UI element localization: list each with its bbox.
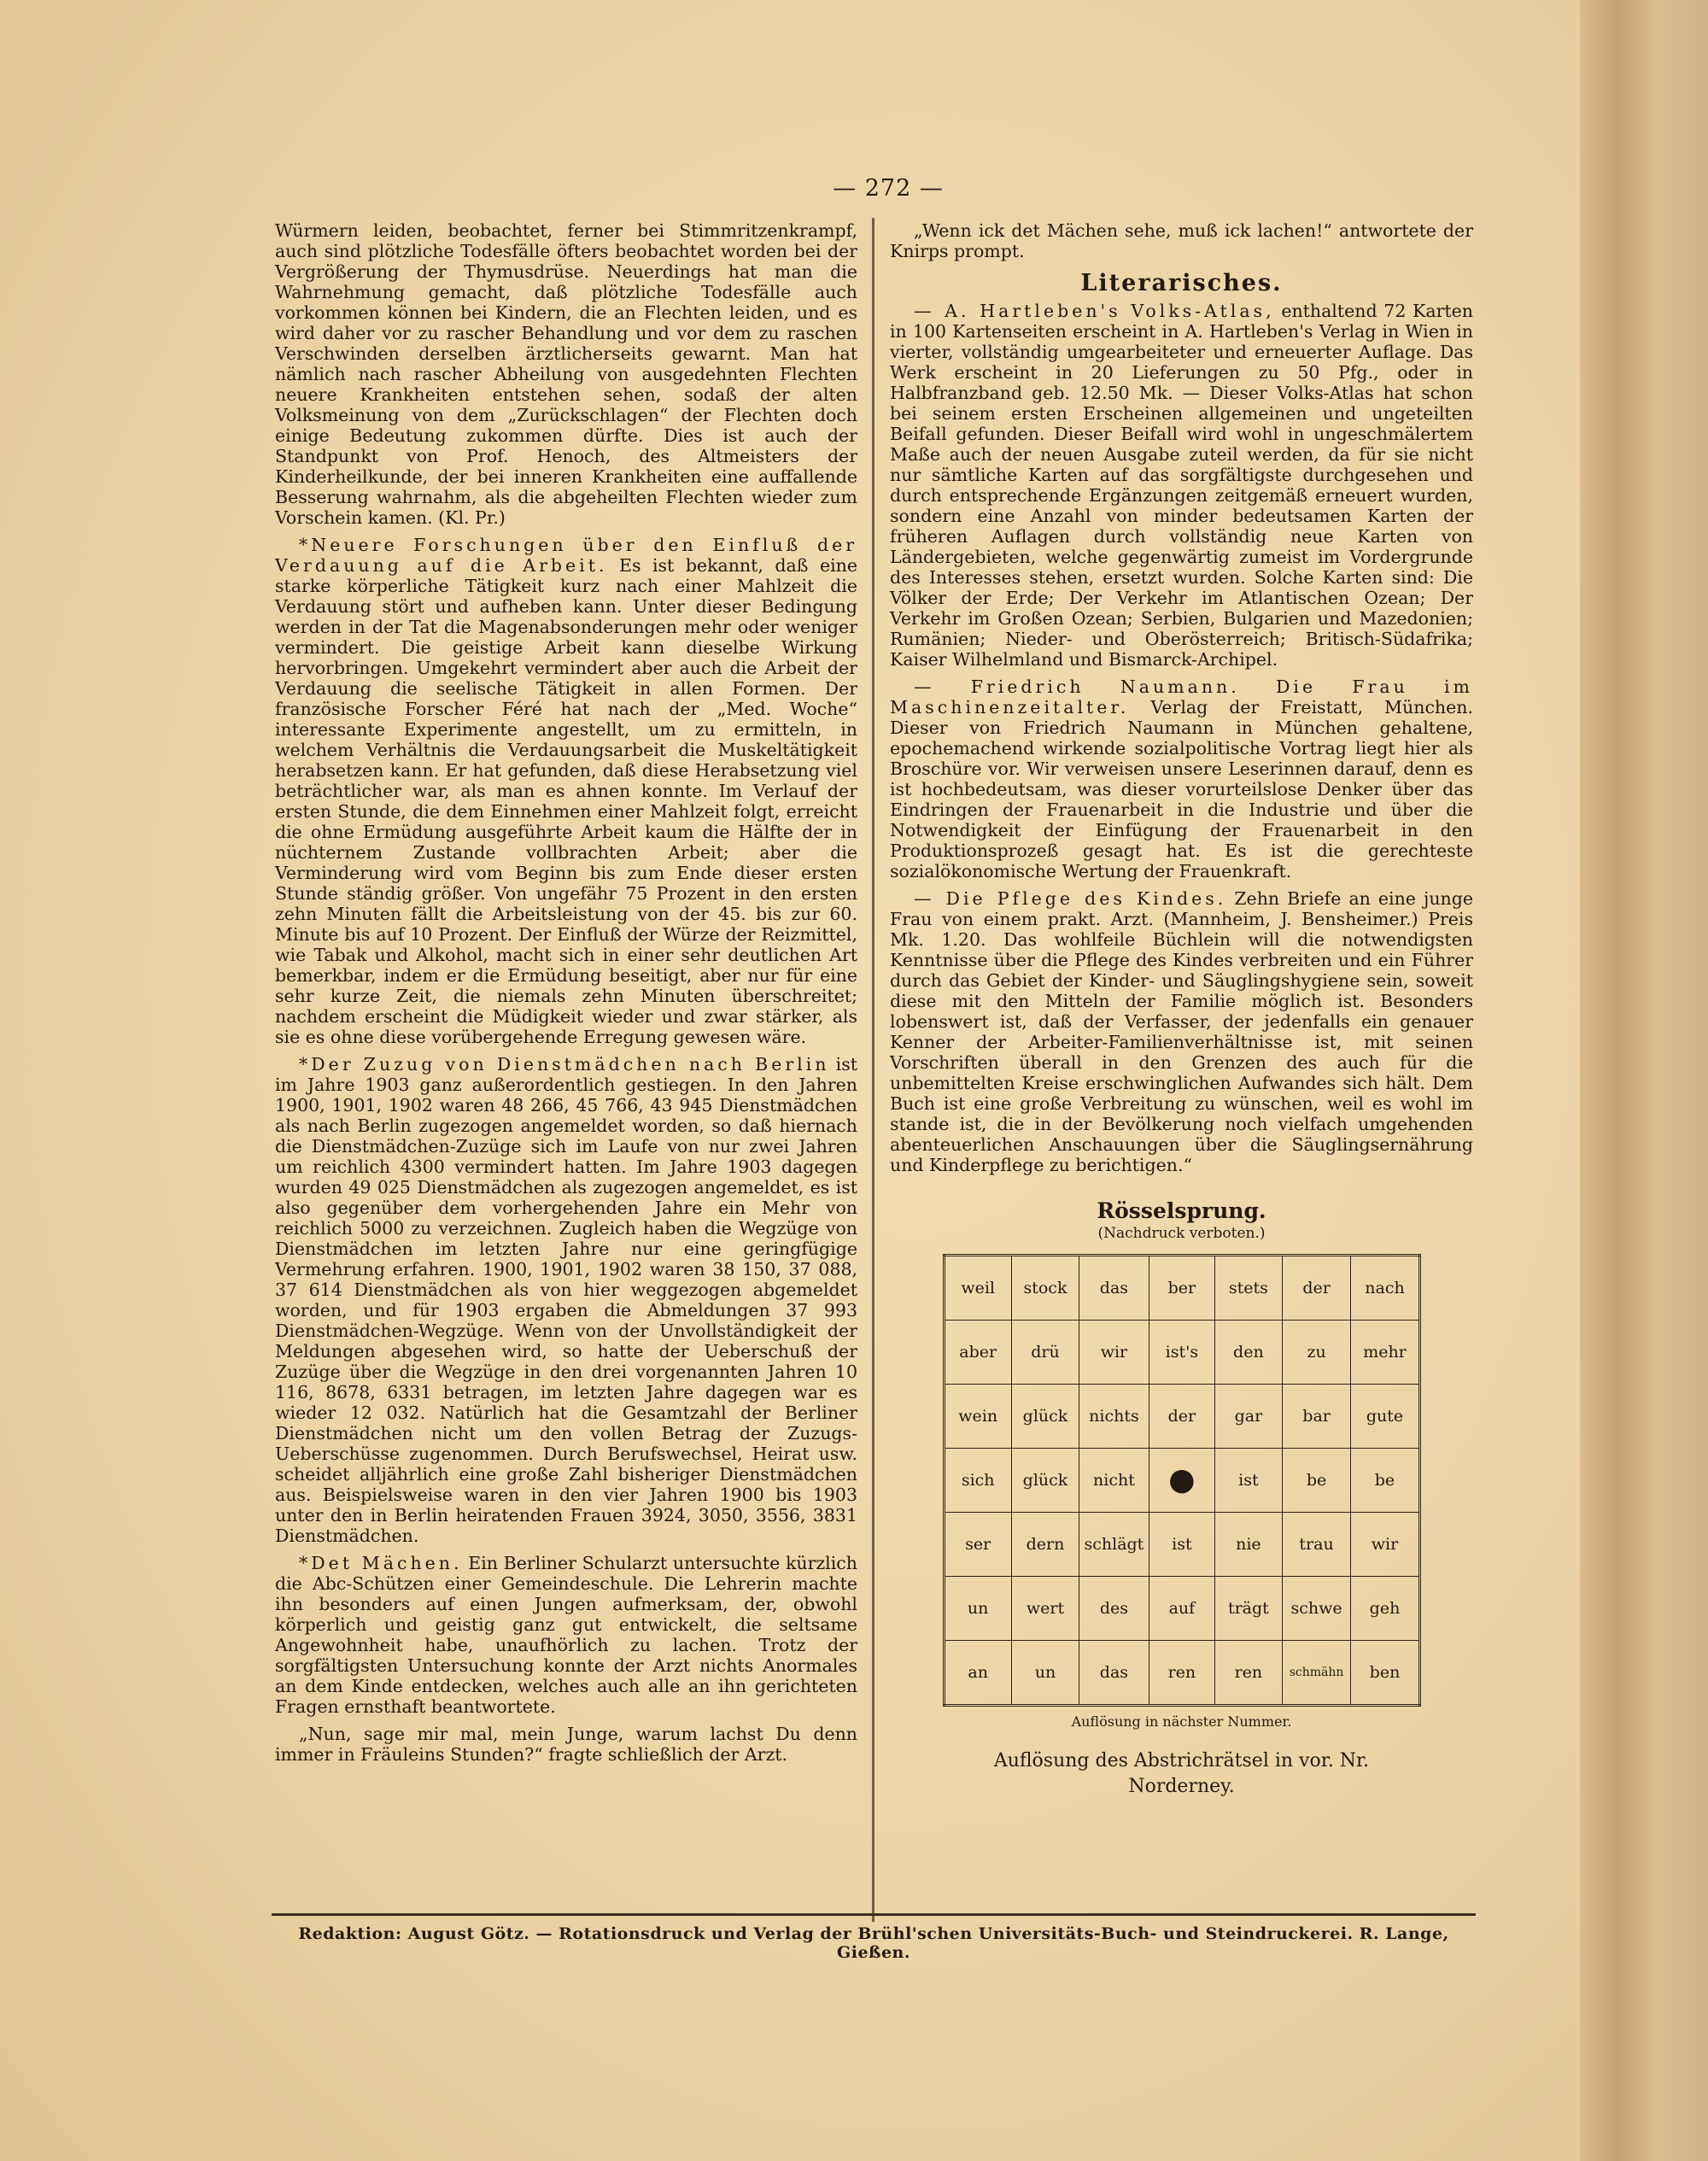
review-atlas-title: — A. Hartleben's Volks-Atlas, xyxy=(914,301,1275,321)
page-number: — 272 — xyxy=(833,175,944,202)
puzzle-cell: zu xyxy=(1282,1321,1351,1385)
puzzle-cell: wir xyxy=(1079,1321,1149,1385)
puzzle-cell: drü xyxy=(1011,1321,1079,1385)
puzzle-cell: schlägt xyxy=(1079,1513,1149,1577)
puzzle-cell: der xyxy=(1282,1256,1351,1321)
puzzle-cell: wert xyxy=(1011,1577,1079,1641)
review-pflege xyxy=(890,888,1473,1175)
puzzle-cell: schwe xyxy=(1282,1577,1351,1641)
puzzle-cell: gute xyxy=(1351,1385,1419,1449)
right-column xyxy=(890,220,1473,1797)
puzzle-cell: glück xyxy=(1011,1385,1079,1449)
puzzle-cell: sich xyxy=(944,1449,1011,1513)
paragraph-question: „Nun, sage mir mal, mein Junge, warum lachst Du denn immer in Fräuleins Stunden?“ fragte schließlich der Arzt. xyxy=(275,1724,857,1765)
puzzle-cell: ist xyxy=(1149,1513,1214,1577)
puzzle-row xyxy=(944,1256,1419,1321)
puzzle-cell: nicht xyxy=(1079,1449,1149,1513)
puzzle-row xyxy=(944,1321,1419,1385)
puzzle-cell: un xyxy=(1011,1641,1079,1706)
puzzle-cell: ren xyxy=(1149,1641,1214,1706)
puzzle-cell: stets xyxy=(1215,1256,1283,1321)
puzzle-cell: mehr xyxy=(1351,1321,1419,1385)
puzzle-title: Rösselsprung. xyxy=(1097,1198,1266,1223)
puzzle-row xyxy=(944,1641,1419,1706)
article-maids-body: ist im Jahre 1903 ganz außerordentlich gestiegen. In den Jahren 1900, 1901, 1902 waren 48 266, 45 766, 43 945 Dienstmädchen als nach Berlin zugezogen angemeldet worden, so daß hiernach die Dienstmädchen-Zuzüge sich im Laufe von nur zwei Jahren um reichlich 4300 vermindert hatten. Im Jahre 1903 dagegen wurden 49 025 Dienstmädchen als zugezogen angemeldet, es ist also gegenüber dem vorhergehenden Jahre ein Mehr von reichlich 5000 zu verzeichnen. Zugleich haben die Wegzüge von Dienstmädchen im letzten Jahre nur eine geringfügige Vermehrung erfahren. 1900, 1901, 1902 waren 38 150, 37 088, 37 614 Dienstmädchen als von hier weggezogen abgemeldet worden, und für 1903 ergaben die Abmeldungen 37 993 Dienstmädchen-Wegzüge. Wenn von der Unvollständigkeit der Meldungen abgesehen wird, so hatte der Ueberschuß der Zuzüge über die Wegzüge in den drei vorgenannten Jahren 10 116, 8678, 6331 betragen, im letzten Jahre dagegen war es wieder 12 032. Natürlich hat die Gesamtzahl der Berliner Dienstmädchen nicht um den vollen Betrag der Zuzugs-Ueberschüsse zugenommen. Durch Berufswechsel, Heirat usw. scheidet alljährlich eine große Zahl bisheriger Dienstmädchen aus. Beispielsweise waren in den vier Jahren 1900 bis 1903 unter den in Berlin heiratenden Frauen 3924, 3050, 3556, 3831 Dienstmädchen. xyxy=(275,1054,857,1546)
column-divider xyxy=(872,218,874,1922)
imprint: Redaktion: August Götz. — Rotationsdruck und Verlag der Brühl'schen Universitäts-Buch- und Steindruckerei. R. Lange, Gießen. xyxy=(298,1924,1449,1962)
section-title-literarisches: Literarisches. xyxy=(1080,270,1283,296)
article-digestion-body: Es ist bekannt, daß eine starke körperliche Tätigkeit kurz nach einer Mahlzeit die Verdauung stört und aufheben kann. Unter dieser Bedingung werden in der Tat die Magenabsonderungen mehr oder weniger vermindert. Die geistige Arbeit kann dieselbe Wirkung hervorbringen. Umgekehrt vermindert aber auch die Arbeit der Verdauung die seelische Tätigkeit in allen Formen. Der französische Forscher Féré hat nach der „Med. Woche“ interessante Experimente angestellt, um zu ermitteln, in welchem Verhältnis die Verdauungsarbeit die Muskeltätigkeit herabsetzen kann. Er hat gefunden, daß diese Herabsetzung viel beträchtlicher war, als man es ahnen konnte. Im Verlauf der ersten Stunde, die dem Einnehmen einer Mahlzeit folgt, erreicht die ohne Ermüdung ausgeführte Arbeit kaum die Hälfte der in nüchternem Zustande vollbrachten Arbeit; aber die Verminderung wird vom Beginn bis zum Ende dieser ersten Stunde ständig größer. Von ungefähr 75 Prozent in den ersten zehn Minuten fällt die Arbeitsleistung von der 45. bis zur 60. Minute bis auf 10 Prozent. Der Einfluß der Würze der Reizmittel, wie Tabak und Alkohol, macht sich in einer sehr deutlichen Art bemerkbar, indem er die Ermüdung beseitigt, aber nur für eine sehr kurze Zeit, die niemals zehn Minuten überschreitet; nachdem erscheint die Müdigkeit wieder und zwar stärker, als sie es ohne diese vorübergehende Erregung gewesen wäre. xyxy=(275,555,857,1047)
puzzle-cell: aber xyxy=(944,1321,1011,1385)
article-maids-title: *Der Zuzug von Dienstmädchen nach Berlin xyxy=(299,1054,830,1075)
puzzle-center-dot: ● xyxy=(1149,1449,1214,1513)
puzzle-cell: nie xyxy=(1215,1513,1283,1577)
puzzle-cell: nichts xyxy=(1079,1385,1149,1449)
puzzle-cell: ben xyxy=(1351,1641,1419,1706)
puzzle-cell: be xyxy=(1282,1449,1351,1513)
review-naumann-title: — Friedrich Naumann. Die Frau im Maschinenzeitalter. xyxy=(890,676,1473,717)
puzzle-cell: be xyxy=(1351,1449,1419,1513)
solution-title: Auflösung des Abstrichrätsel in vor. Nr. xyxy=(993,1750,1370,1772)
puzzle-cell: ser xyxy=(944,1513,1011,1577)
review-pflege-title: — Die Pflege des Kindes. xyxy=(914,888,1227,909)
puzzle-cell: glück xyxy=(1011,1449,1079,1513)
article-digestion-title: *Neuere Forschungen über den Einfluß der Verdauung auf die Arbeit. xyxy=(275,535,857,576)
puzzle-cell: bar xyxy=(1282,1385,1351,1449)
puzzle-cell: nach xyxy=(1351,1256,1419,1321)
puzzle-cell: auf xyxy=(1149,1577,1214,1641)
puzzle-cell: ber xyxy=(1149,1256,1214,1321)
puzzle-cell: dern xyxy=(1011,1513,1079,1577)
knight-move-puzzle xyxy=(943,1254,1421,1707)
puzzle-cell: das xyxy=(1079,1641,1149,1706)
puzzle-cell: geh xyxy=(1351,1577,1419,1641)
next-page-gutter xyxy=(1580,0,1708,2161)
puzzle-cell: ist xyxy=(1215,1449,1283,1513)
puzzle-cell: un xyxy=(944,1577,1011,1641)
puzzle-subtitle: (Nachdruck verboten.) xyxy=(1097,1225,1266,1242)
puzzle-cell: wein xyxy=(944,1385,1011,1449)
review-atlas xyxy=(890,301,1473,670)
puzzle-cell: schmähn xyxy=(1282,1641,1351,1706)
article-maids xyxy=(275,1054,857,1546)
paragraph-answer: „Wenn ick det Mächen sehe, muß ick lachen!“ antwortete der Knirps prompt. xyxy=(890,220,1473,261)
article-maedchen-title: *Det Mächen. xyxy=(299,1553,463,1573)
puzzle-cell: trau xyxy=(1282,1513,1351,1577)
puzzle-cell: das xyxy=(1079,1256,1149,1321)
puzzle-cell: trägt xyxy=(1215,1577,1283,1641)
puzzle-row xyxy=(944,1577,1419,1641)
puzzle-row xyxy=(944,1449,1419,1513)
puzzle-cell: ist's xyxy=(1149,1321,1214,1385)
paragraph-thymus: Würmern leiden, beobachtet, ferner bei Stimmritzenkrampf, auch sind plötzliche Todesfälle öfters beobachtet worden bei der Vergrößerung der Thymusdrüse. Neuerdings hat man die Wahrnehmung gemacht, daß plötzliche Todesfälle auch vorkommen können bei Kindern, die an Flechten leiden, und es wird daher vor zu rascher Behandlung und vor dem zu raschen Verschwinden derselben ärztlicherseits gewarnt. Man hat nämlich nach rascher Abheilung von ausgedehnten Flechten neuere Krankheiten entstehen sehen, sodaß der alten Volksmeinung von dem „Zurückschlagen“ der Flechten doch einige Bedeutung zukommen dürfte. Dies ist auch der Standpunkt von Prof. Henoch, des Altmeisters der Kinderheilkunde, der bei inneren Krankheiten eine auffallende Besserung wahrnahm, als die abgeheilten Flechten wieder zum Vorschein kamen. (Kl. Pr.) xyxy=(275,220,857,528)
review-naumann-body: Verlag der Freistatt, München. Dieser von Friedrich Naumann in München gehaltene, epochemachend wirkende sozialpolitische Vortrag liegt hier als Broschüre vor. Wir verweisen unsere Leserinnen darauf, denn es ist hochbedeutsam, was dieser vorurteilslose Denker über das Eindringen der Frauenarbeit in die Industrie und über die Notwendigkeit der Einfügung der Frauenarbeit in den Produktionsprozeß gesagt hat. Es ist die gerechteste sozialökonomische Wertung der Frauenkraft. xyxy=(890,697,1473,881)
article-maedchen-body: Ein Berliner Schularzt untersuchte kürzlich die Abc-Schützen einer Gemeindeschule. Die Lehrerin machte ihn besonders auf einen Jungen aufmerksam, der, obwohl körperlich und geistig ganz gut entwickelt, die seltsame Angewohnheit habe, unaufhörlich zu lachen. Trotz der sorgfältigsten Untersuchung konnte der Arzt nichts Anormales an dem Kinde entdecken, welches auch alle an ihn gerichteten Fragen ernsthaft beantwortete. xyxy=(275,1553,857,1717)
puzzle-cell: wir xyxy=(1351,1513,1419,1577)
puzzle-cell: ren xyxy=(1215,1641,1283,1706)
puzzle-cell: gar xyxy=(1215,1385,1283,1449)
article-digestion xyxy=(275,535,857,1047)
puzzle-row xyxy=(944,1513,1419,1577)
article-maedchen xyxy=(275,1553,857,1717)
puzzle-cell: den xyxy=(1215,1321,1283,1385)
puzzle-note: Auflösung in nächster Nummer. xyxy=(1071,1713,1292,1730)
puzzle-cell: an xyxy=(944,1641,1011,1706)
puzzle-cell: des xyxy=(1079,1577,1149,1641)
left-column xyxy=(275,220,857,1772)
review-pflege-body: Zehn Briefe an eine junge Frau von einem prakt. Arzt. (Mannheim, J. Bensheimer.) Preis Mk. 1.20. Das wohlfeile Büchlein will die notwendigsten Kenntnisse über die Pflege des Kindes verbreiten und ein Führer durch das Gebiet der Kinder- und Säuglingshygiene sein, soweit diese mit den Mitteln der Familie möglich ist. Besonders lobenswert ist, daß der Verfasser, der jedenfalls ein genauer Kenner der Arbeiter-Familienverhältnisse ist, mit seinen Vorschriften überall in den Grenzen des auch für die unbemittelten Kreise erschwinglichen Aufwandes sich hält. Dem Buch ist eine große Verbreitung zu wünschen, weil es wohl im stande ist, die in der Bevölkerung noch vielfach umgehenden abenteuerlichen Anschauungen über die Säuglingsernährung und Kinderpflege zu berichtigen.“ xyxy=(890,888,1473,1175)
review-naumann xyxy=(890,676,1473,881)
puzzle-row xyxy=(944,1385,1419,1449)
puzzle-cell: weil xyxy=(944,1256,1011,1321)
solution-word: Norderney. xyxy=(1128,1776,1235,1797)
review-atlas-body: enthaltend 72 Karten in 100 Kartenseiten erscheint in A. Hartleben's Verlag in Wien in vierter, vollständig umgearbeiteter und erneuerter Auflage. Das Werk erscheint in 20 Lieferungen zu 50 Pfg., oder in Halbfranzband geb. 12.50 Mk. — Dieser Volks-Atlas hat schon bei seinem ersten Erscheinen allgemeinen und ungeteilten Beifall gefunden. Dieser Beifall wird wohl in ungeschmälertem Maße auch der neuen Ausgabe zuteil werden, da für sie nicht nur sämtliche Karten auf das sorgfältigste durchgesehen und durch entsprechende Ergänzungen zeitgemäß erneuert wurden, sondern eine Anzahl von minder bedeutsamen Karten der früheren Auflagen durch vollständig neue Karten von Ländergebieten, welche gegenwärtig zumeist im Vordergrunde des Interesses stehen, ersetzt wurden. Solche Karten sind: Die Völker der Erde; Der Verkehr im Atlantischen Ozean; Der Verkehr im Großen Ozean; Serbien, Bulgarien und Mazedonien; Rumänien; Nieder- und Oberösterreich; Britisch-Südafrika; Kaiser Wilhelmland und Bismarck-Archipel. xyxy=(890,301,1473,670)
puzzle-cell: stock xyxy=(1011,1256,1079,1321)
footer-rule xyxy=(272,1913,1476,1916)
puzzle-cell: der xyxy=(1149,1385,1214,1449)
